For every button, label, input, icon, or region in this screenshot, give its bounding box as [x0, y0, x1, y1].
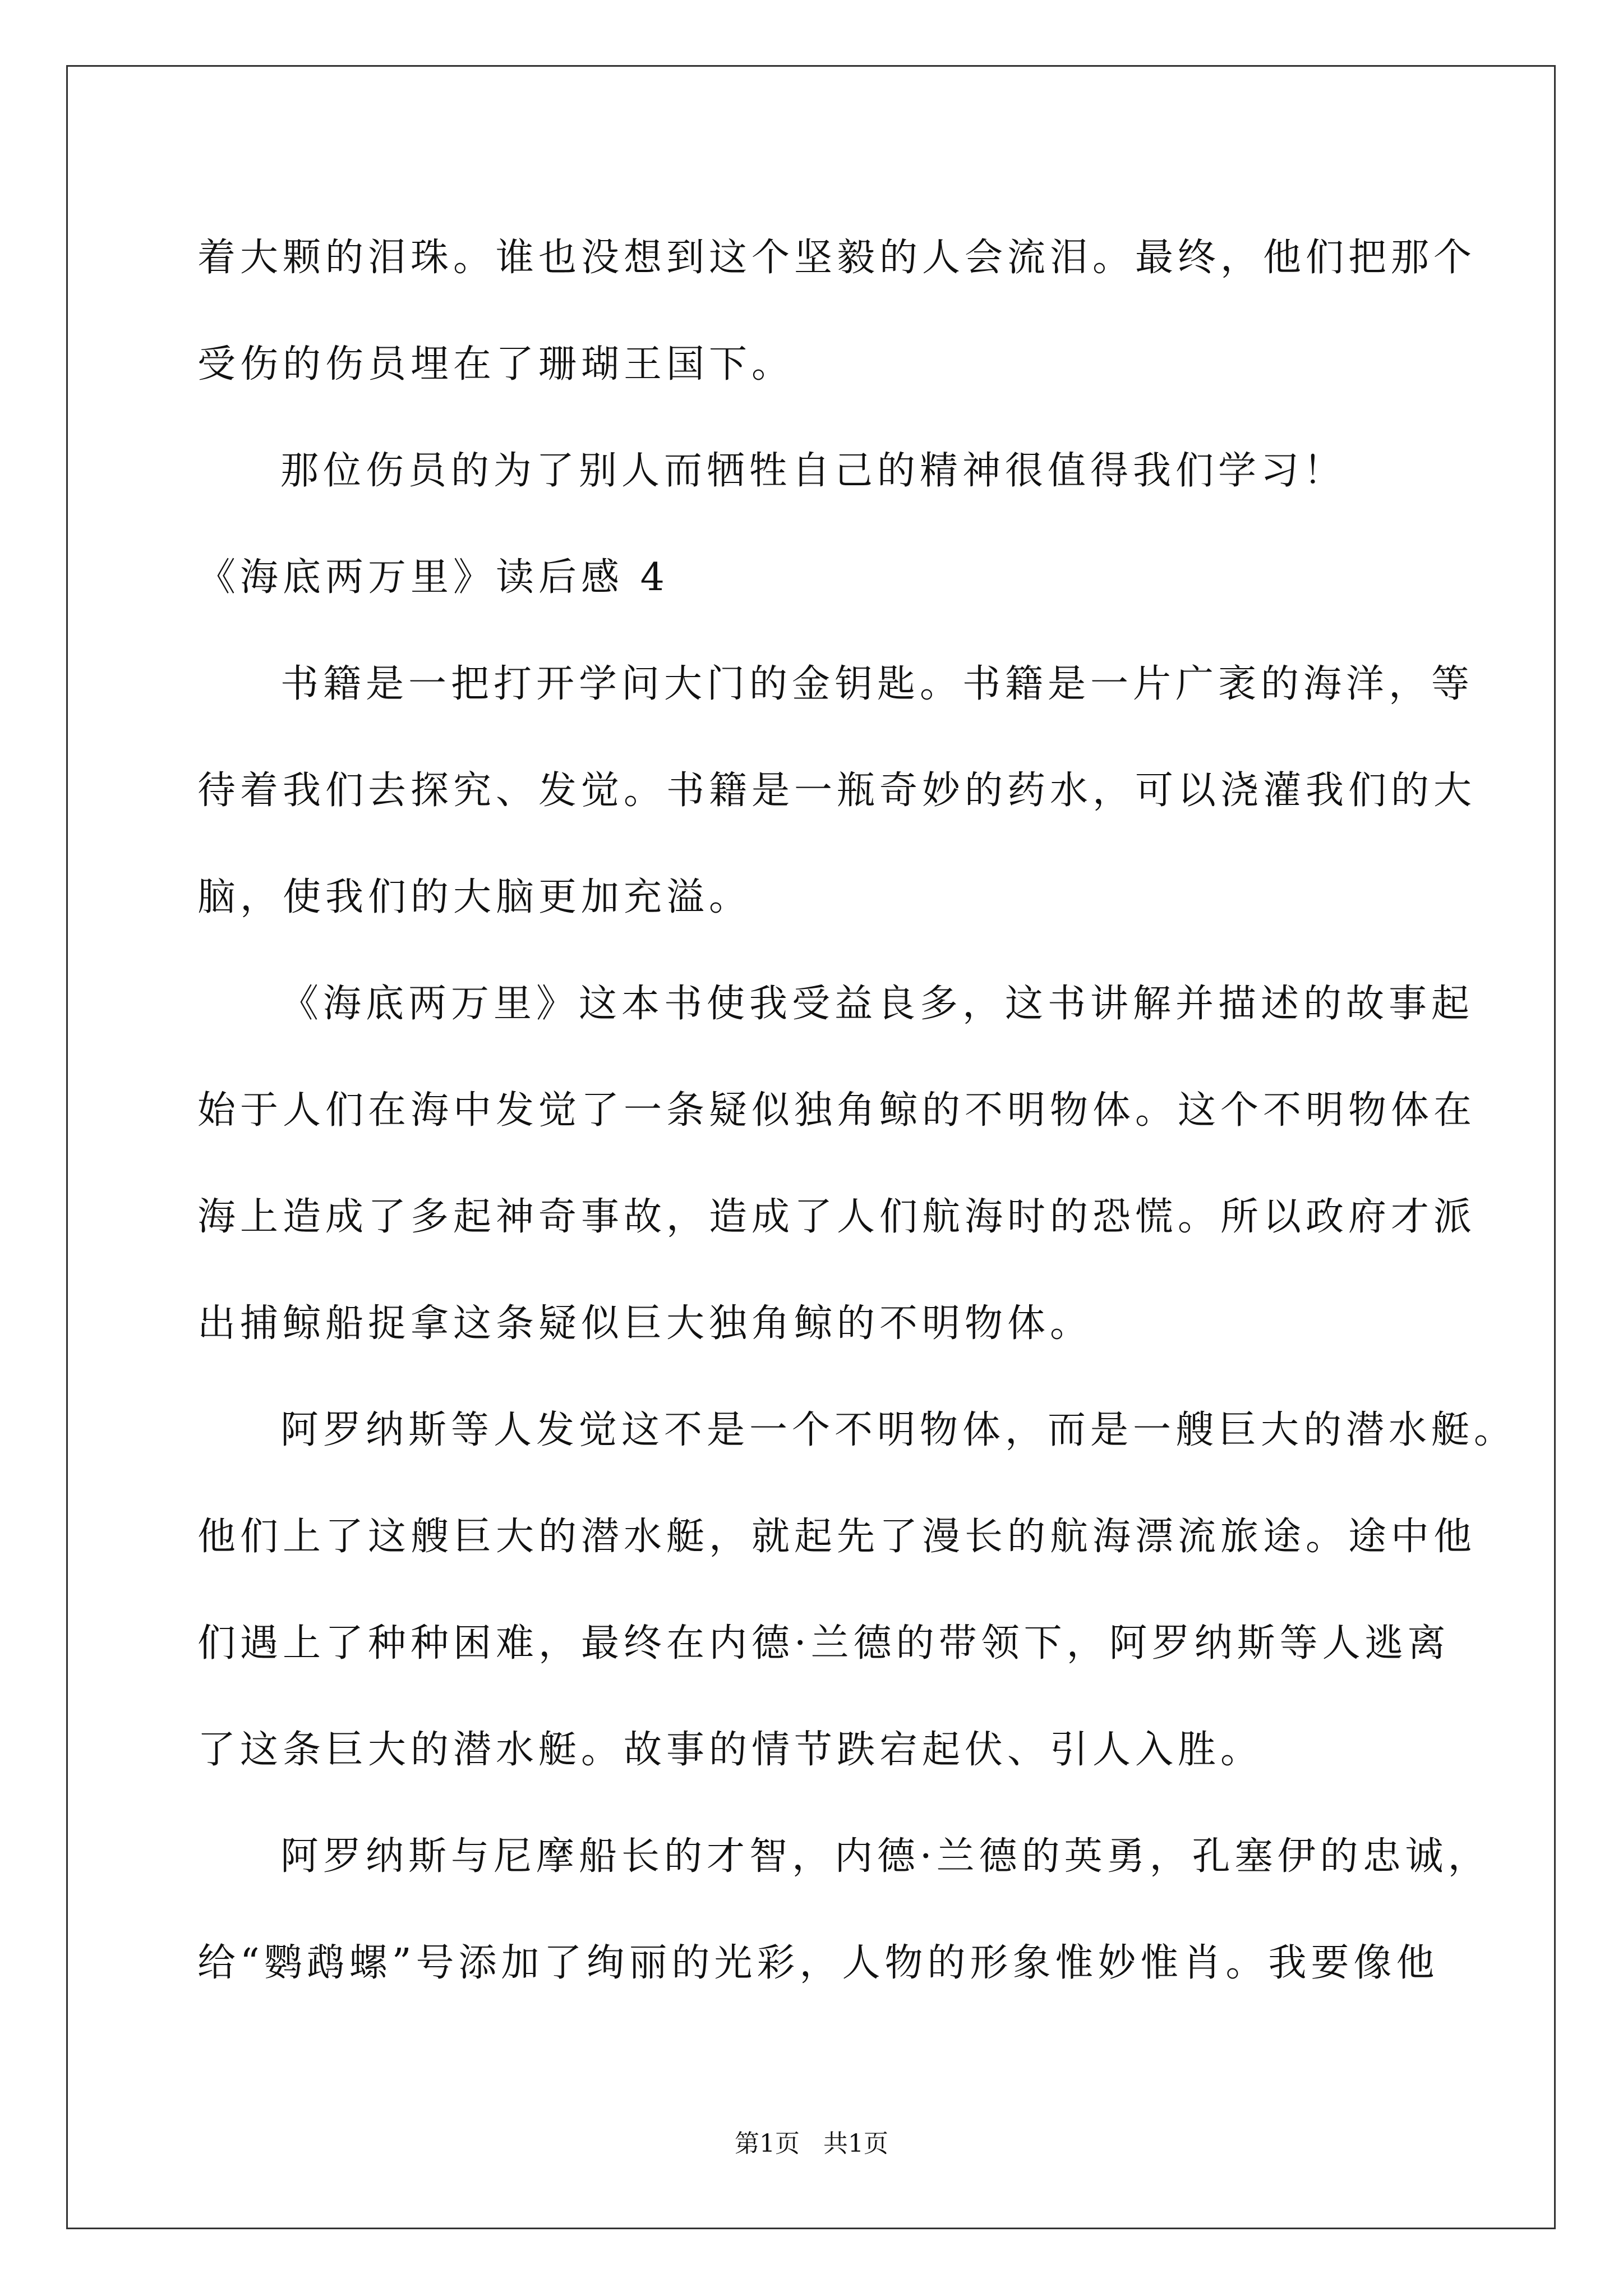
text-line: 受伤的伤员埋在了珊瑚王国下。 — [197, 342, 795, 386]
text-line: 待着我们去探究、发觉。书籍是一瓶奇妙的药水，可以浇灌我们的大 — [197, 769, 1477, 813]
paragraph-line: 阿罗纳斯与尼摩船长的才智，内德·兰德的英勇，孔塞伊的忠诚， — [280, 1834, 1491, 1879]
paragraph-line: 书籍是一把打开学问大门的金钥匙。书籍是一片广袤的海洋，等 — [280, 662, 1474, 706]
text-line: 了这条巨大的潜水艇。故事的情节跌宕起伏、引人入胜。 — [197, 1728, 1264, 1772]
text-line: 他们上了这艘巨大的潜水艇，就起先了漫长的航海漂流旅途。途中他 — [197, 1515, 1477, 1559]
page-footer: 第1页 共1页 — [735, 2129, 888, 2158]
text-line: 海上造成了多起神奇事故，造成了人们航海时的恐慌。所以政府才派 — [197, 1195, 1477, 1239]
document-body — [197, 205, 1517, 2017]
text-line: 们遇上了种种困难，最终在内德·兰德的带领下，阿罗纳斯等人逃离 — [197, 1621, 1450, 1665]
section-heading: 《海底两万里》读后感 4 — [197, 555, 669, 600]
text-line: 脑，使我们的大脑更加充溢。 — [197, 875, 752, 919]
paragraph-line: 那位伤员的为了别人而牺牲自己的精神很值得我们学习！ — [280, 449, 1347, 493]
text-line: 始于人们在海中发觉了一条疑似独角鲸的不明物体。这个不明物体在 — [197, 1088, 1477, 1133]
text-line: 着大颗的泪珠。谁也没想到这个坚毅的人会流泪。最终，他们把那个 — [197, 236, 1477, 280]
text-line: 给“鹦鹉螺”号添加了绚丽的光彩，人物的形象惟妙惟肖。我要像他 — [197, 1941, 1439, 1985]
text-line: 出捕鲸船捉拿这条疑似巨大独角鲸的不明物体。 — [197, 1301, 1093, 1346]
paragraph-line: 阿罗纳斯等人发觉这不是一个不明物体，而是一艘巨大的潜水艇。 — [280, 1408, 1517, 1452]
paragraph-line: 《海底两万里》这本书使我受益良多，这书讲解并描述的故事起 — [280, 982, 1474, 1026]
